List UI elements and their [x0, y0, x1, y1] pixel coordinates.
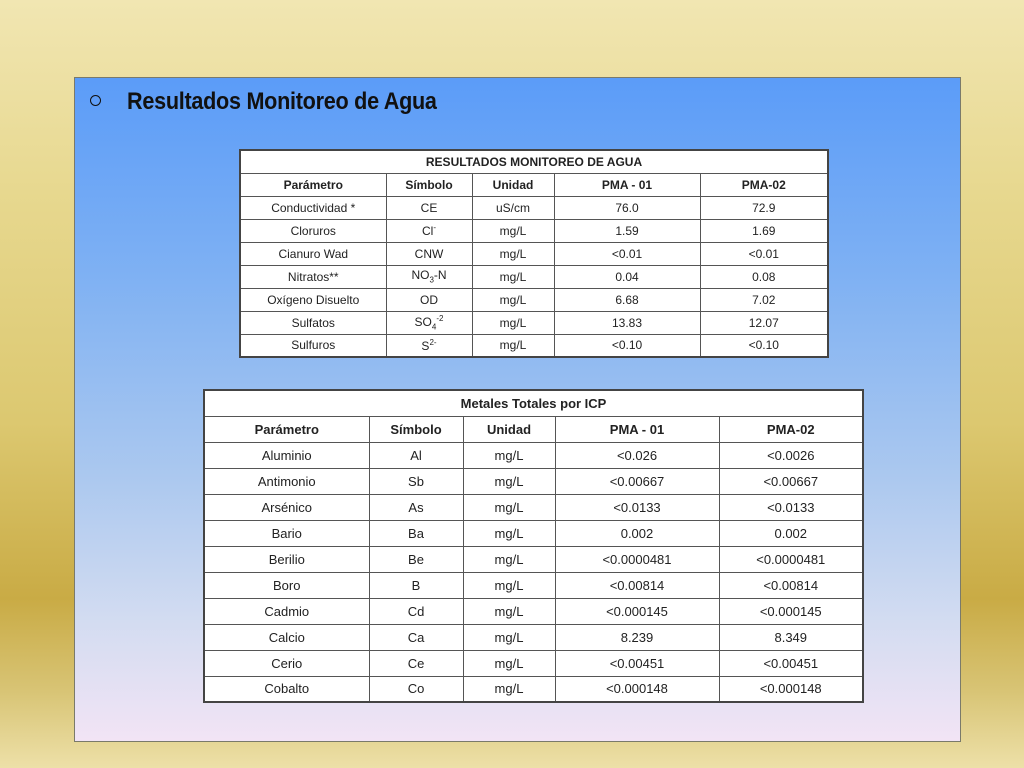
symbol-cell: [386, 265, 472, 288]
symbol-cell: [369, 546, 463, 572]
parameter-cell: Sulfatos: [240, 311, 386, 334]
table-row: [204, 468, 863, 494]
unit-cell: mg/L: [463, 468, 555, 494]
parameter-cell: Cloruros: [240, 219, 386, 242]
pma02-value-cell: <0.000148: [719, 676, 863, 702]
parameter-cell: Conductividad *: [240, 196, 386, 219]
circle-bullet-icon: [90, 95, 101, 106]
pma02-value-cell: 0.002: [719, 520, 863, 546]
column-header: Símbolo: [369, 416, 463, 442]
parameter-cell: Oxígeno Disuelto: [240, 288, 386, 311]
symbol-text: Be: [408, 551, 424, 567]
pma01-value-cell: <0.00814: [555, 572, 719, 598]
water-results-table: [239, 149, 829, 358]
table-row: [204, 572, 863, 598]
symbol-text: CE: [420, 200, 438, 215]
symbol-text: CNW: [414, 246, 444, 261]
column-header: Unidad: [463, 416, 555, 442]
symbol-cell: [386, 311, 472, 334]
pma02-value-cell: 0.08: [700, 265, 828, 288]
symbol-cell: [386, 242, 472, 265]
table-caption: Metales Totales por ICP: [204, 390, 863, 416]
symbol-text: Al: [410, 447, 422, 463]
table-row: [240, 311, 828, 334]
pma01-value-cell: <0.026: [555, 442, 719, 468]
pma01-value-cell: <0.0000481: [555, 546, 719, 572]
symbol-cell: [369, 494, 463, 520]
pma02-value-cell: <0.000145: [719, 598, 863, 624]
symbol-cell: [369, 598, 463, 624]
pma02-value-cell: <0.00451: [719, 650, 863, 676]
symbol-text: SO: [414, 314, 432, 329]
unit-cell: mg/L: [463, 650, 555, 676]
symbol-text: S: [421, 338, 430, 353]
table-row: [204, 598, 863, 624]
symbol-superscript: -: [433, 223, 436, 232]
unit-cell: mg/L: [463, 494, 555, 520]
pma02-value-cell: <0.00814: [719, 572, 863, 598]
pma01-value-cell: 1.59: [554, 219, 700, 242]
pma02-value-cell: <0.00667: [719, 468, 863, 494]
symbol-cell: [386, 288, 472, 311]
parameter-cell: Cerio: [204, 650, 369, 676]
table-row: [204, 676, 863, 702]
parameter-cell: Sulfuros: [240, 334, 386, 357]
column-header: PMA - 01: [554, 173, 700, 196]
table-caption: RESULTADOS MONITOREO DE AGUA: [240, 150, 828, 173]
table-row: [204, 494, 863, 520]
column-header: Parámetro: [204, 416, 369, 442]
parameter-cell: Antimonio: [204, 468, 369, 494]
table-row: [240, 242, 828, 265]
parameter-cell: Boro: [204, 572, 369, 598]
parameter-cell: Calcio: [204, 624, 369, 650]
symbol-text: Ba: [408, 525, 424, 541]
parameter-cell: Arsénico: [204, 494, 369, 520]
pma01-value-cell: 0.04: [554, 265, 700, 288]
unit-cell: mg/L: [463, 546, 555, 572]
symbol-subscript: 4: [431, 322, 437, 332]
page-title: Resultados Monitoreo de Agua: [127, 88, 437, 115]
column-header: Unidad: [472, 173, 554, 196]
table-row: [204, 624, 863, 650]
pma02-value-cell: <0.0133: [719, 494, 863, 520]
table-row: [204, 520, 863, 546]
unit-cell: mg/L: [463, 572, 555, 598]
symbol-superscript: -2: [436, 313, 444, 323]
symbol-text: Cl: [421, 224, 434, 238]
table-row: [240, 219, 828, 242]
pma02-value-cell: 1.69: [700, 219, 828, 242]
table-caption-row: [240, 150, 828, 173]
table-header-row: [240, 173, 828, 196]
parameter-cell: Nitratos**: [240, 265, 386, 288]
symbol-cell: [369, 650, 463, 676]
unit-cell: mg/L: [472, 311, 554, 334]
symbol-text: Ca: [407, 629, 425, 645]
unit-cell: mg/L: [472, 288, 554, 311]
symbol-text: NO: [411, 268, 430, 283]
pma01-value-cell: 13.83: [554, 311, 700, 334]
pma02-value-cell: <0.0000481: [719, 546, 863, 572]
parameter-cell: Cobalto: [204, 676, 369, 702]
pma02-value-cell: 8.349: [719, 624, 863, 650]
parameter-cell: Cianuro Wad: [240, 242, 386, 265]
pma02-value-cell: 7.02: [700, 288, 828, 311]
pma01-value-cell: <0.000145: [555, 598, 719, 624]
symbol-subscript: 3: [429, 275, 434, 285]
symbol-superscript: 2-: [429, 337, 437, 347]
pma02-value-cell: 72.9: [700, 196, 828, 219]
column-header: PMA-02: [719, 416, 863, 442]
symbol-cell: [369, 468, 463, 494]
pma02-value-cell: <0.10: [700, 334, 828, 357]
pma01-value-cell: <0.0133: [555, 494, 719, 520]
pma02-value-cell: <0.01: [700, 242, 828, 265]
pma01-value-cell: <0.00451: [555, 650, 719, 676]
unit-cell: mg/L: [463, 598, 555, 624]
unit-cell: mg/L: [463, 520, 555, 546]
symbol-text: B: [411, 577, 421, 593]
unit-cell: mg/L: [472, 265, 554, 288]
symbol-text: Cd: [407, 603, 425, 619]
table-row: [240, 196, 828, 219]
parameter-cell: Aluminio: [204, 442, 369, 468]
unit-cell: mg/L: [472, 334, 554, 357]
symbol-text: As: [408, 499, 424, 515]
pma01-value-cell: <0.00667: [555, 468, 719, 494]
pma01-value-cell: 76.0: [554, 196, 700, 219]
symbol-suffix: -N: [433, 268, 447, 283]
pma02-value-cell: 12.07: [700, 311, 828, 334]
symbol-cell: [369, 676, 463, 702]
symbol-text: OD: [420, 292, 438, 307]
unit-cell: mg/L: [472, 219, 554, 242]
parameter-cell: Cadmio: [204, 598, 369, 624]
column-header: Parámetro: [240, 173, 386, 196]
slide-content-area: [74, 77, 961, 742]
symbol-cell: [369, 442, 463, 468]
table-row: [204, 442, 863, 468]
unit-cell: mg/L: [463, 676, 555, 702]
symbol-text: Ce: [407, 655, 425, 671]
pma02-value-cell: <0.0026: [719, 442, 863, 468]
unit-cell: uS/cm: [472, 196, 554, 219]
symbol-text: Sb: [408, 473, 424, 489]
table-row: [240, 288, 828, 311]
column-header: Símbolo: [386, 173, 472, 196]
symbol-cell: [369, 572, 463, 598]
pma01-value-cell: <0.10: [554, 334, 700, 357]
unit-cell: mg/L: [463, 624, 555, 650]
pma01-value-cell: 6.68: [554, 288, 700, 311]
pma01-value-cell: 8.239: [555, 624, 719, 650]
table-row: [204, 650, 863, 676]
table-row: [204, 546, 863, 572]
symbol-cell: [369, 520, 463, 546]
table-header-row: [204, 416, 863, 442]
parameter-cell: Bario: [204, 520, 369, 546]
pma01-value-cell: 0.002: [555, 520, 719, 546]
unit-cell: mg/L: [472, 242, 554, 265]
unit-cell: mg/L: [463, 442, 555, 468]
symbol-cell: [386, 196, 472, 219]
table-caption-row: [204, 390, 863, 416]
total-metals-table: [203, 389, 864, 703]
parameter-cell: Berilio: [204, 546, 369, 572]
pma01-value-cell: <0.01: [554, 242, 700, 265]
column-header: PMA-02: [700, 173, 828, 196]
symbol-cell: [386, 219, 472, 242]
pma01-value-cell: <0.000148: [555, 676, 719, 702]
table-row: [240, 265, 828, 288]
column-header: PMA - 01: [555, 416, 719, 442]
symbol-cell: [386, 334, 472, 357]
symbol-text: Co: [407, 681, 425, 697]
table-row: [240, 334, 828, 357]
symbol-cell: [369, 624, 463, 650]
